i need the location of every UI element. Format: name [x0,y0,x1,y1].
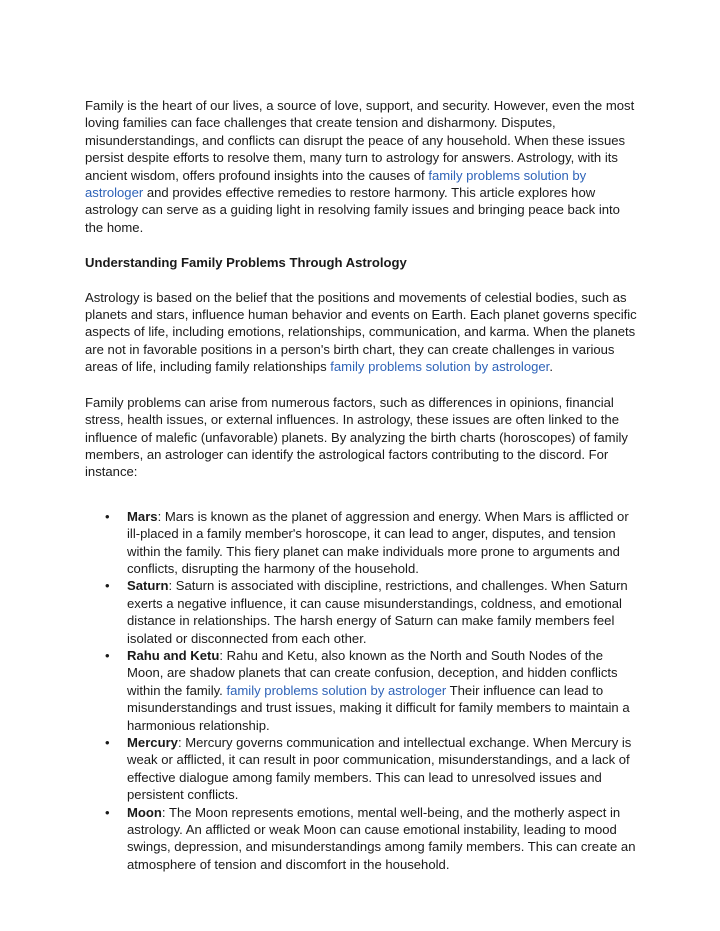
planet-text-mars: : Mars is known as the planet of aggression and energy. When Mars is afflicted or ill-placed in a family member's horoscope, it can lead to anger, disputes, and tension within the family. This fiery planet can make individuals more prone to arguments and conflicts, disrupting the harmony of the household. [127,508,629,576]
planet-text-saturn: : Saturn is associated with discipline, restrictions, and challenges. When Saturn exerts a negative influence, it can cause misunderstandings, coldness, and emotional distance in relationships. The harsh energy of Saturn can make family members feel isolated or disconnected from each other. [127,578,628,646]
document-page [85,97,640,873]
planet-term-rahu-ketu: Rahu and Ketu [127,647,220,663]
list-item-mars [85,508,640,578]
family-problems-link-3[interactable]: family problems solution by astrologer [226,682,447,698]
planet-text-moon: : The Moon represents emotions, mental well-being, and the motherly aspect in astrology. An afflicted or weak Moon can cause emotional instability, leading to mood swings, depression, and misunderstandings among family members. This can create an atmosphere of tension and discomfort in the household. [127,804,636,872]
list-item-moon [85,804,640,874]
intro-paragraph [85,97,640,236]
planet-list [85,508,640,874]
list-item-rahu-ketu [85,647,640,734]
section-heading: Understanding Family Problems Through Astrology [85,255,407,271]
intro-text-end: and provides effective remedies to restore harmony. This article explores how astrology can serve as a guiding light in resolving family issues and bringing peace back into the home. [85,185,620,235]
bullet-icon: • [105,804,110,820]
astrology-basis-paragraph [85,289,640,376]
planet-text-rahu-ketu-start: : Rahu and Ketu, also known as the North and South Nodes of the Moon, are shadow planets that can create confusion, deception, and hidden conflicts within the family. [127,647,618,698]
family-problems-link-2[interactable]: family problems solution by astrologer [330,359,550,375]
para2-text-end: . [549,359,553,375]
list-item-saturn [85,577,640,647]
planet-text-mercury: : Mercury governs communication and intellectual exchange. When Mercury is weak or afflicted, it can result in poor communication, misunderstandings, and a lack of effective dialogue among family members. This can lead to unresolved issues and persistent conflicts. [127,735,632,803]
bullet-icon: • [105,578,110,594]
list-item-mercury [85,734,640,804]
factors-paragraph: Family problems can arise from numerous factors, such as differences in opinions, financial stress, health issues, or external influences. In astrology, these issues are often linked to the influence of malefic (unfavorable) planets. By analyzing the birth charts (horoscopes) of family members, an astrologer can identify the astrological factors contributing to the discord. For instance: [85,394,628,480]
bullet-icon: • [105,508,110,524]
planet-term-moon: Moon [127,804,162,820]
family-problems-link-1[interactable]: family problems solution by astrologer [85,167,587,201]
planet-term-mercury: Mercury [127,735,178,750]
intro-text-start: Family is the heart of our lives, a source of love, support, and security. However, even the most loving families can face challenges that create tension and disharmony. Disputes, misunderstandings, and conflicts can disrupt the peace of any household. When these issues persist despite efforts to resolve them, many turn to astrology for answers. Astrology, with its ancient wisdom, offers profound insights into the causes of [85,98,635,183]
planet-term-mars: Mars [127,508,158,524]
planet-term-saturn: Saturn [127,578,169,594]
planet-text-rahu-ketu-end: Their influence can lead to misunderstandings and trust issues, making it difficult for family members to maintain a harmonious relationship. [127,682,630,733]
para2-text-start: Astrology is based on the belief that the positions and movements of celestial bodies, such as planets and stars, influence human behavior and events on Earth. Each planet governs specific aspects of life, including emotions, relationships, communication, and karma. When the planets are not in favorable positions in a person's birth chart, they can create challenges in various areas of life, including family relationships [85,289,637,375]
bullet-icon: • [105,735,110,750]
bullet-icon: • [105,647,110,663]
